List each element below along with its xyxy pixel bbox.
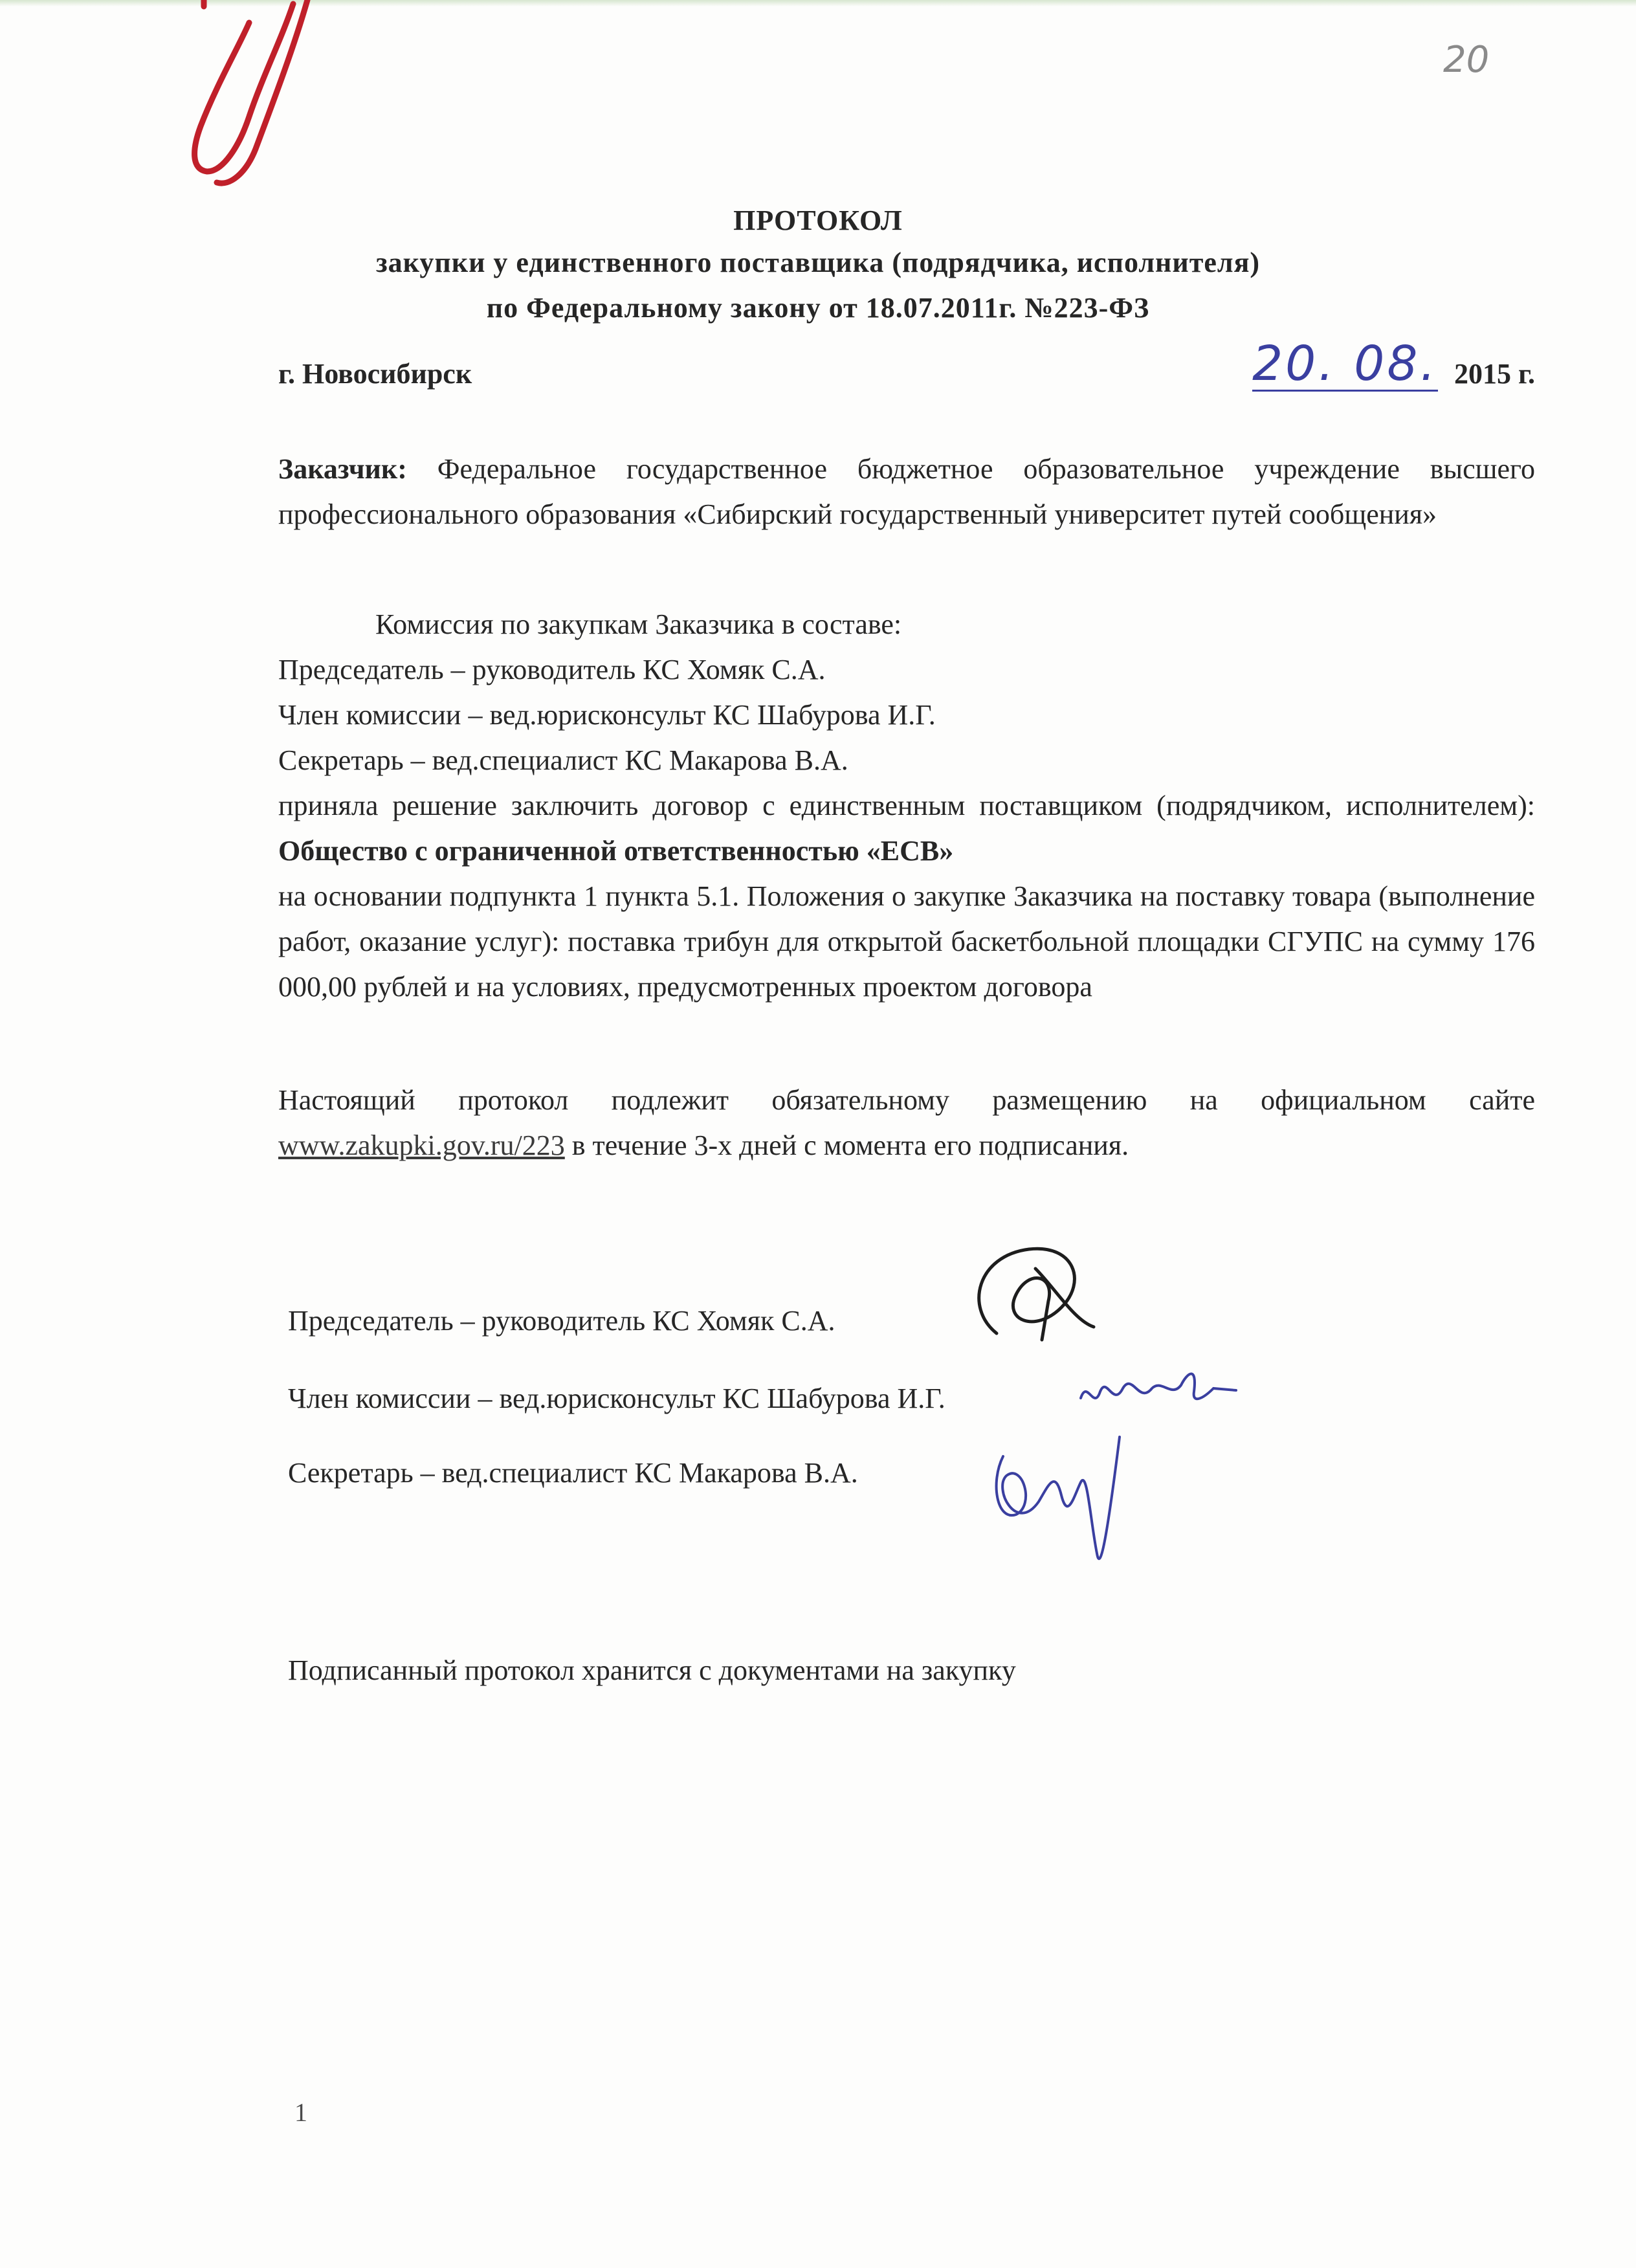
place-date-line <box>278 336 1535 401</box>
publication-link[interactable]: www.zakupki.gov.ru/223 <box>278 1129 565 1161</box>
signature-line-chairman: Председатель – руководитель КС Хомяк С.А. <box>288 1305 835 1337</box>
date-year: 2015 г. <box>1454 358 1535 390</box>
decision-paragraph <box>278 783 1535 874</box>
publication-text-after: в течение 3-х дней с момента его подписания. <box>571 1129 1129 1161</box>
signature-line-secretary: Секретарь – вед.специалист КС Макарова В.А. <box>288 1457 858 1489</box>
commission-intro: Комиссия по закупкам Заказчика в составе: <box>375 608 902 640</box>
commission-member: Председатель – руководитель КС Хомяк С.А. <box>278 654 826 685</box>
document-law-reference: по Федеральному закону от 18.07.2011г. №223-ФЗ <box>486 292 1150 324</box>
supplier-name: Общество с ограниченной ответственностью «ЕСВ» <box>278 835 954 867</box>
publication-paragraph <box>278 1078 1535 1168</box>
corner-sheet-number: 20 <box>1443 39 1490 81</box>
basis-text: на основании подпункта 1 пункта 5.1. Положения о закупке Заказчика на поставку товара (выполнение работ, оказание услуг): поставка трибун для открытой баскетбольной площадки СГУПС на сумму 176 000,00 рублей и на условиях, предусмотренных проектом договора <box>278 880 1535 1003</box>
signature-line-member: Член комиссии – вед.юрисконсульт КС Шабурова И.Г. <box>288 1383 945 1414</box>
chairman-signature <box>958 1230 1113 1359</box>
decision-text: приняла решение заключить договор с единственным поставщиком (подрядчиком, исполнителем): <box>278 790 1535 821</box>
commission-member: Секретарь – вед.специалист КС Макарова В.А. <box>278 744 848 776</box>
publication-text: Настоящий протокол подлежит обязательному размещению на официальном сайте <box>278 1084 1535 1116</box>
place: г. Новосибирск <box>278 358 472 390</box>
document-subtitle: закупки у единственного поставщика (подрядчика, исполнителя) <box>375 247 1261 278</box>
member-signature <box>1074 1353 1243 1424</box>
customer-paragraph <box>278 447 1535 537</box>
commission-section <box>278 602 1535 1010</box>
commission-member: Член комиссии – вед.юрисконсульт КС Шабурова И.Г. <box>278 699 936 731</box>
basis-paragraph <box>278 874 1535 1010</box>
handwritten-date: 20. 08. <box>1252 336 1438 392</box>
customer-text: Федеральное государственное бюджетное образовательное учреждение высшего профессионального образования «Сибирский государственный университет путей сообщения» <box>278 453 1536 530</box>
storage-note: Подписанный протокол хранится с документами на закупку <box>288 1654 1016 1686</box>
document-title: ПРОТОКОЛ <box>733 205 903 236</box>
page-number: 1 <box>294 2098 307 2127</box>
customer-label: Заказчик: <box>278 453 407 485</box>
secretary-signature <box>977 1424 1126 1579</box>
paperclip-icon <box>178 0 320 194</box>
